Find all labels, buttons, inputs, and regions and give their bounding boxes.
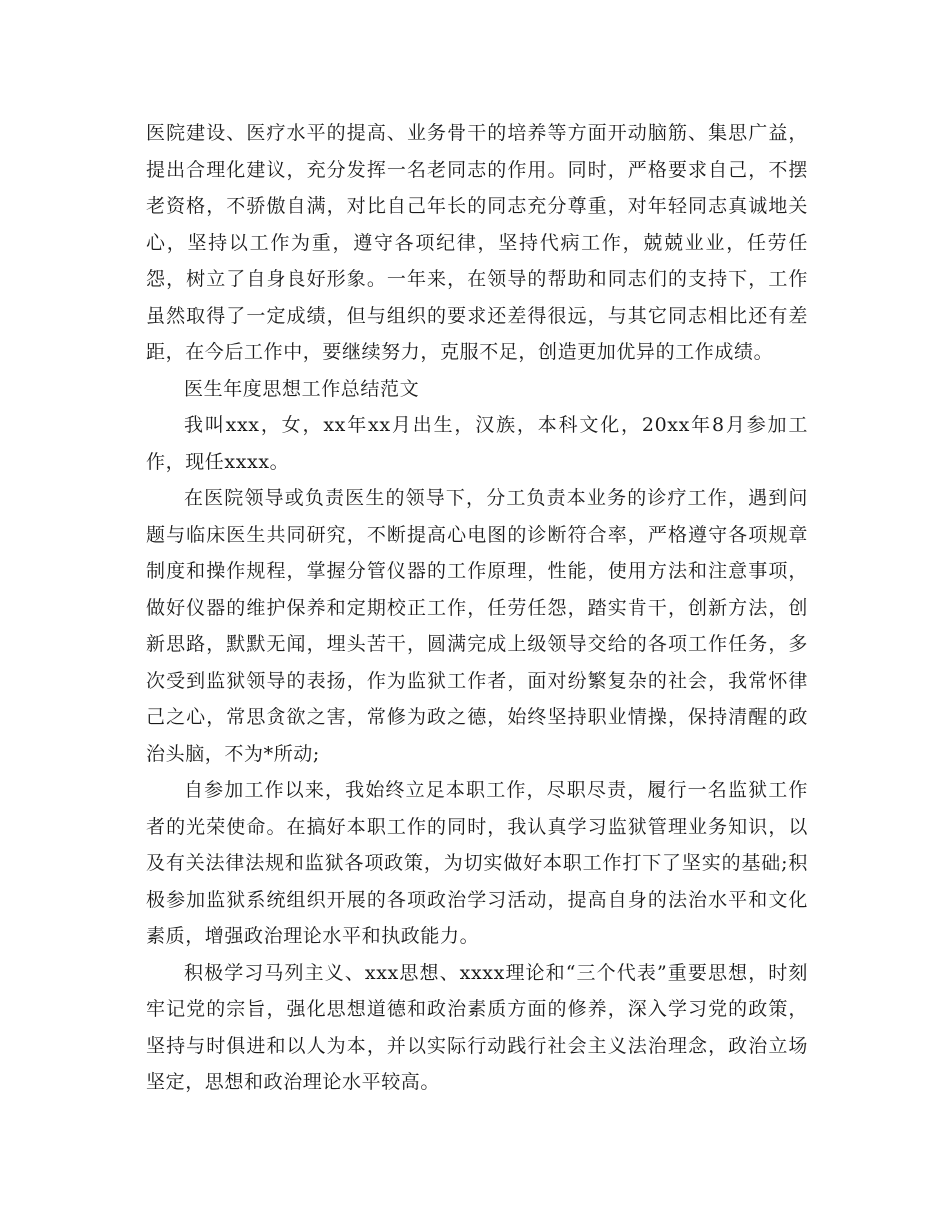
- paragraph-study: 自参加工作以来，我始终立足本职工作，尽职尽责，履行一名监狱工作者的光荣使命。在搞好本职工作的同时，我认真学习监狱管理业务知识，以及有关法律法规和监狱各项政策，为切实做好本职工作打下了坚实的基础;积极参加监狱系统组织开展的各项政治学习活动，提高自身的法治水平和文化素质，增强政治理论水平和执政能力。: [146, 779, 808, 947]
- paragraph-duties: 在医院领导或负责医生的领导下，分工负责本业务的诊疗工作，遇到问题与临床医生共同研究，不断提高心电图的诊断符合率，严格遵守各项规章制度和操作规程，掌握分管仪器的工作原理，性能，使用方法和注意事项，做好仪器的维护保养和定期校正工作，任劳任怨，踏实肯干，创新方法，创新思路，默默无闻，埋头苦干，圆满完成上级领导交给的各项工作任务，多次受到监狱领导的表扬，作为监狱工作者，面对纷繁复杂的社会，我常怀律己之心，常思贪欲之害，常修为政之德，始终坚持职业情操，保持清醒的政治头脑，不为*所动;: [146, 487, 808, 765]
- paragraph-political: 积极学习马列主义、xxx思想、xxxx理论和“三个代表”重要思想，时刻牢记党的宗旨，强化思想道德和政治素质方面的修养，深入学习党的政策，坚持与时俱进和以人为本，并以实际行动践行社会主义法治理念，政治立场坚定，思想和政治理论水平较高。: [146, 961, 808, 1093]
- paragraph-continuation: 医院建设、医疗水平的提高、业务骨干的培养等方面开动脑筋、集思广益，提出合理化建议，充分发挥一名老同志的作用。同时，严格要求自己，不摆老资格，不骄傲自满，对比自己年长的同志充分尊重，对年轻同志真诚地关心，坚持以工作为重，遵守各项纪律，坚持代病工作，兢兢业业，任劳任怨，树立了自身良好形象。一年来，在领导的帮助和同志们的支持下，工作虽然取得了一定成绩，但与组织的要求还差得很远，与其它同志相比还有差距，在今后工作中，要继续努力，克服不足，创造更加优异的工作成绩。: [146, 122, 808, 363]
- document-body: [146, 115, 808, 1101]
- paragraph-intro: 我叫xxx，女，xx年xx月出生，汉族，本科文化，20xx年8月参加工作，现任xxxx。: [146, 414, 808, 473]
- section-heading: 医生年度思想工作总结范文: [184, 377, 420, 400]
